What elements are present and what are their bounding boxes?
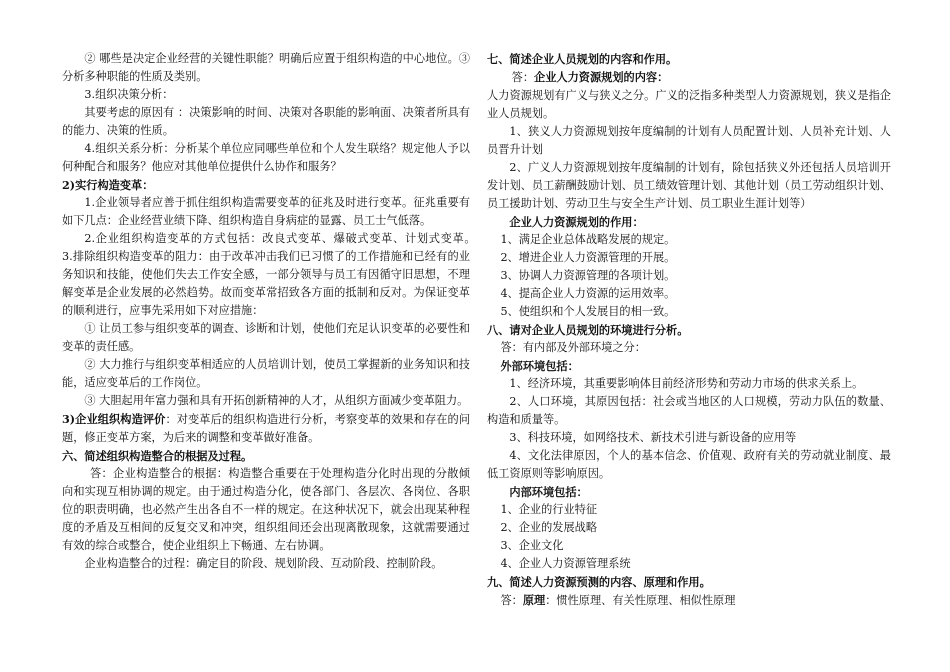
- list-item: 1、满足企业总体战略发展的规定。: [500, 233, 676, 246]
- list-item: 3、企业文化: [500, 539, 564, 552]
- paragraph: 2、广义人力资源规划按年度编制的计划有，除包括狭义外还包括人员培训开发计划、员工薪酬鼓励计划、员工绩效管理计划、其他计划（员工劳动组织计划、员工援助计划、劳动卫生与安全生产计划、员工职业生涯计划等）: [487, 161, 891, 210]
- list-item: 2、企业的发展战略: [500, 521, 598, 534]
- list-item: 1、经济环境，其重要影响体目前经济形势和劳动力市场的供求关系上。: [509, 377, 864, 390]
- answer-prefix: 答：: [511, 71, 535, 84]
- list-item: 2、人口环境，其原因包括：社会或当地区的人口规模，劳动力队伍的数量、构造和质量等。: [487, 395, 891, 426]
- inline-text: ：惯性原理、有关性原理、相似性原理: [545, 594, 736, 607]
- paragraph: [487, 591, 891, 610]
- inline-label: 企业人力资源规划的内容：: [534, 70, 669, 84]
- subheading: 内部环境包括：: [509, 485, 588, 499]
- paragraph: 答：企业构造整合的根据：构造整合重要在于处理构造分化时出现的分散倾向和实现互相协调的规定。由于通过构造分化，使各部门、各层次、各岗位、各职位的职责明确，也必然产生出各自不一样的规定。在这种状况下，就会出现某种程度的矛盾及互相间的反复交叉和冲突，组织组间还会出现离散现象，这就需要通过有效的综合或整合，使企业组织上下畅通、左右协调。: [62, 467, 470, 552]
- inline-label: 3)企业组织构造评价: [62, 412, 166, 426]
- paragraph: 答：有内部及外部环境之分：: [500, 341, 646, 354]
- paragraph: 3.组织决策分析：: [84, 88, 174, 101]
- left-column: [62, 50, 493, 573]
- list-item: 4、提高企业人力资源的运用效率。: [500, 287, 676, 300]
- paragraph: 4.组织关系分析：分析某个单位应同哪些单位和个人发生联络？规定他人予以何种配合和服务？他应对其他单位提供什么协作和服务？: [62, 142, 470, 173]
- paragraph: ① 让员工参与组织变革的调查、诊断和计划，使他们充足认识变革的必要性和变革的责任感。: [62, 322, 470, 353]
- paragraph: ② 大力推行与组织变革相适应的人员培训计划，使员工掌握新的业务知识和技能，适应变革后的工作岗位。: [62, 358, 470, 389]
- paragraph: 1.企业领导者应善于抓住组织构造需要变革的征兆及时进行变革。征兆重要有如下几点：企业经营业绩下降、组织构造自身病症的显露、员工士气低落。: [62, 196, 470, 227]
- paragraph: ② 哪些是决定企业经营的关键性职能？明确后应置于组织构造的中心地位。③分析多种职能的性质及类别。: [62, 52, 470, 83]
- list-item: 3、协调人力资源管理的各项计划。: [500, 269, 676, 282]
- paragraph: 人力资源规划有广义与狭义之分。广义的泛指多种类型人力资源规划，狭义是指企业人员规划。: [487, 89, 891, 120]
- list-item: 2、增进企业人力资源管理的开展。: [500, 251, 676, 264]
- section-heading: 2)实行构造变革：: [62, 178, 154, 192]
- question-heading: 七、简述企业人员规划的内容和作用。: [487, 52, 678, 66]
- paragraph: ③ 大胆起用年富力强和具有开拓创新精神的人才，从组织方面减少变革阻力。: [84, 394, 469, 407]
- inline-label: 原理: [522, 593, 546, 607]
- list-item: 4、文化法律原因，个人的基本信念、价值观、政府有关的劳动就业制度、最低工资原则等影响原因。: [487, 449, 891, 480]
- answer-prefix: 答：: [500, 594, 523, 607]
- paragraph: [487, 68, 891, 87]
- inline-text: ：对变革后的组织构造进行分析，考察变革的效果和存在的问题，修正变革方案，为后来的调整和变革做好准备。: [62, 413, 471, 444]
- right-column: [487, 50, 891, 610]
- subheading: 外部环境包括：: [500, 359, 579, 373]
- list-item: 4、企业人力资源管理系统: [500, 557, 631, 570]
- paragraph: [62, 410, 470, 447]
- list-item: 5、使组织和个人发展目的相一致。: [500, 305, 676, 318]
- question-heading: 八、请对企业人员规划的环境进行分析。: [487, 323, 689, 337]
- question-heading: 六、简述组织构造整合的根据及过程。: [62, 449, 253, 463]
- subheading: 企业人力资源规划的作用：: [509, 215, 644, 229]
- paragraph: 企业构造整合的过程：确定目的阶段、规划阶段、互动阶段、控制阶段。: [84, 557, 443, 570]
- question-heading: 九、简述人力资源预测的内容、原理和作用。: [487, 575, 711, 589]
- paragraph: 2.企业组织构造变革的方式包括：改良式变革、爆破式变革、计划式变革。 3.排除组织构造变革的阻力：由于改革冲击我们已习惯了的工作措施和已经有的业务知识和技能，使他们失去工作安全感，一部分领导与员工有因循守旧思想，不理解变革是企业发展的必然趋势。故而变革常招致各方面的抵制和反对。为保证变革的顺利进行，应事先采用如下对应措施：: [62, 232, 493, 317]
- paragraph: 1、狭义人力资源规划按年度编制的计划有人员配置计划、人员补充计划、人员晋升计划: [487, 125, 891, 156]
- paragraph: 其要考虑的原因有 ：决策影响的时间、决策对各职能的影响面、决策者所具有的能力、决策的性质。: [62, 106, 470, 137]
- list-item: 3、科技环境，如网络技术、新技术引进与新设备的应用等: [509, 431, 797, 444]
- list-item: 1、企业的行业特征: [500, 503, 598, 516]
